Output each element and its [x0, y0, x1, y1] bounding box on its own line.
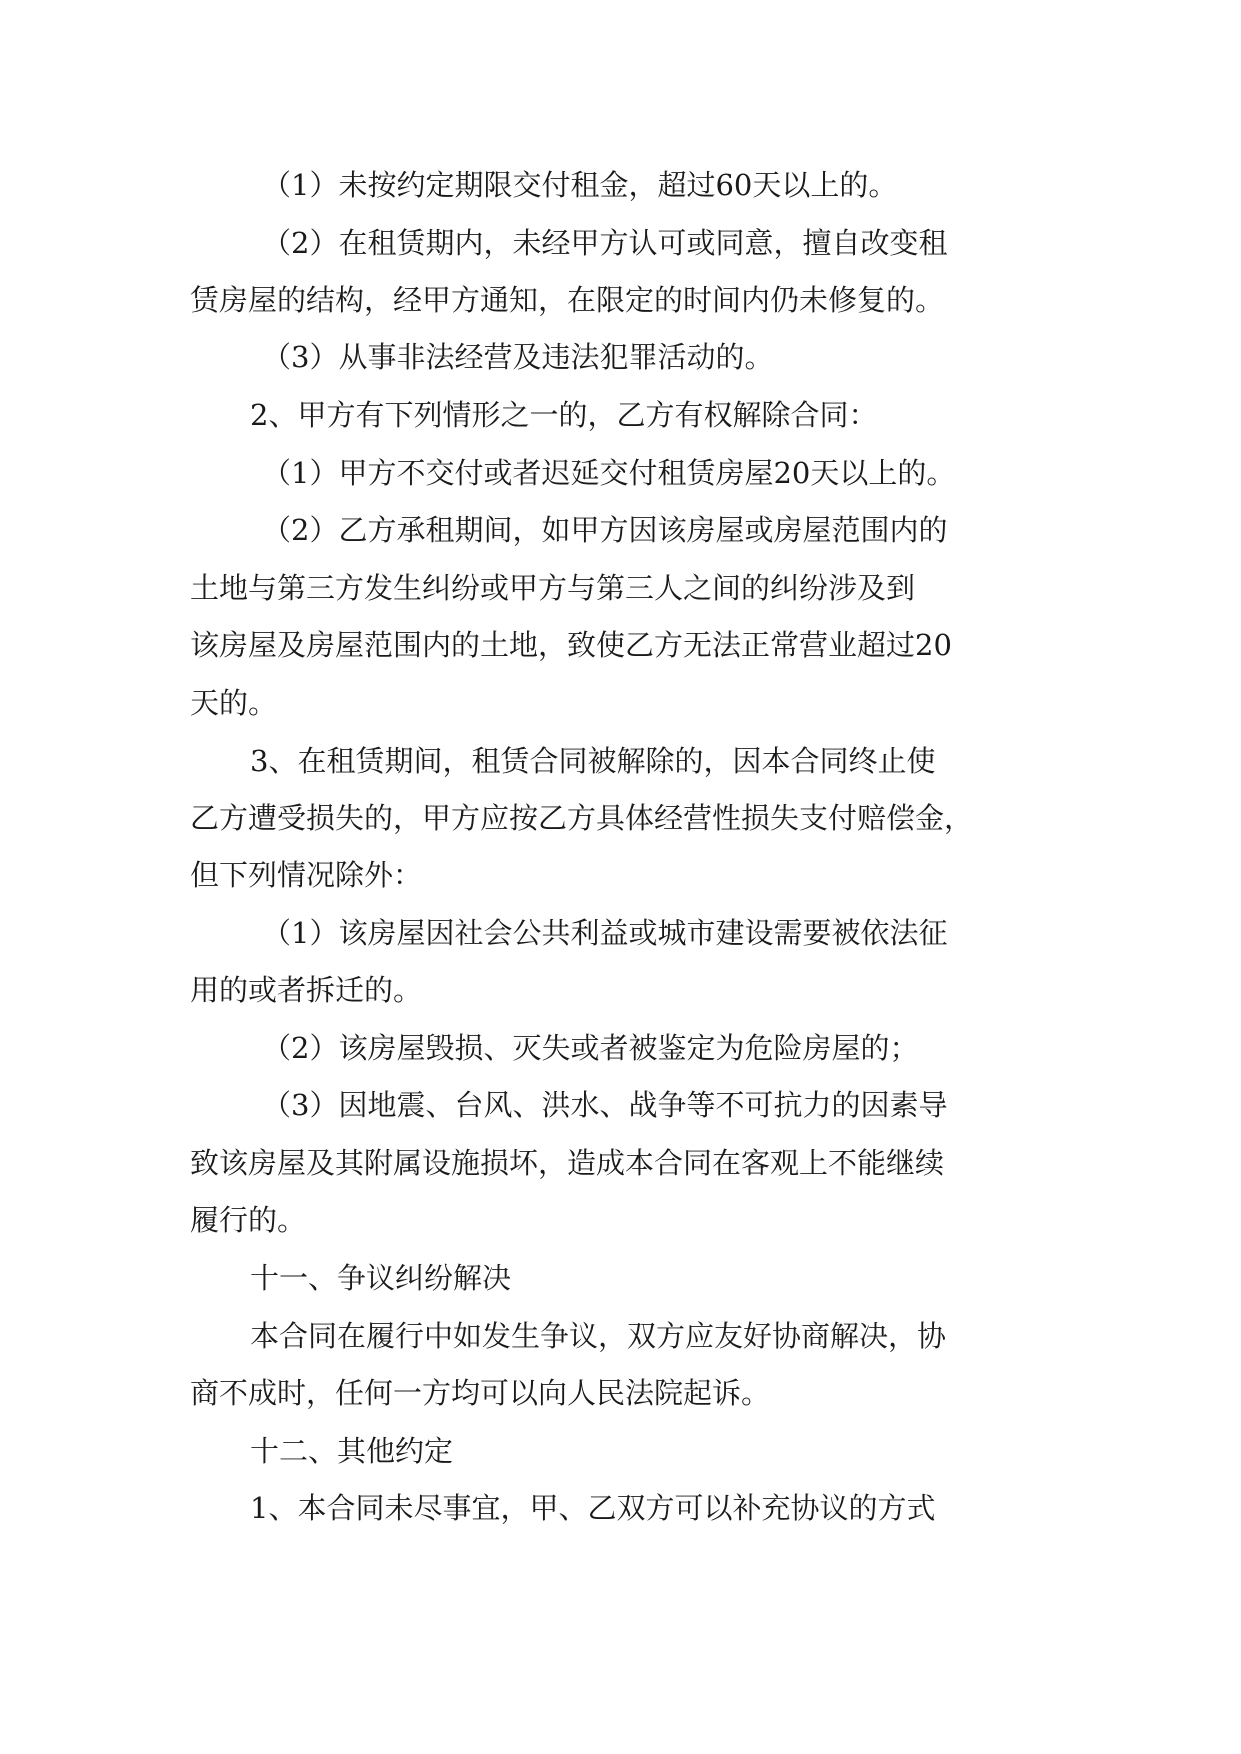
text-line: （1）该房屋因社会公共利益或城市建设需要被依法征 — [262, 916, 948, 950]
text-line: 但下列情况除外： — [190, 858, 423, 892]
text-line: 履行的。 — [190, 1203, 307, 1237]
text-line: （2）该房屋毁损、灭失或者被鉴定为危险房屋的； — [262, 1031, 919, 1065]
text-line: （2）在租赁期内，未经甲方认可或同意，擅自改变租 — [262, 226, 948, 260]
text-line: 土地与第三方发生纠纷或甲方与第三人之间的纠纷涉及到 — [190, 571, 916, 605]
section-heading: 十二、其他约定 — [250, 1434, 454, 1468]
text-line: 致该房屋及其附属设施损坏，造成本合同在客观上不能继续 — [190, 1146, 945, 1180]
text-line: 用的或者拆迁的。 — [190, 973, 423, 1007]
text-line: 天的。 — [190, 686, 278, 720]
text-line: （2）乙方承租期间，如甲方因该房屋或房屋范围内的 — [262, 513, 948, 547]
text-line: 乙方遭受损失的，甲方应按乙方具体经营性损失支付赔偿金， — [190, 801, 974, 835]
text-line: 商不成时，任何一方均可以向人民法院起诉。 — [190, 1376, 771, 1410]
text-line: （1）甲方不交付或者迟延交付租赁房屋20天以上的。 — [262, 456, 956, 490]
text-line: 1、本合同未尽事宜，甲、乙双方可以补充协议的方式 — [250, 1491, 936, 1525]
text-line: 2、甲方有下列情形之一的，乙方有权解除合同： — [250, 398, 878, 432]
text-line: 该房屋及房屋范围内的土地，致使乙方无法正常营业超过20 — [190, 628, 952, 662]
text-line: 本合同在履行中如发生争议，双方应友好协商解决，协 — [250, 1319, 947, 1353]
text-line: 赁房屋的结构，经甲方通知，在限定的时间内仍未修复的。 — [190, 283, 945, 317]
text-line: 3、在租赁期间，租赁合同被解除的，因本合同终止使 — [250, 744, 936, 778]
text-line: （1）未按约定期限交付租金，超过60天以上的。 — [262, 168, 898, 202]
section-heading: 十一、争议纠纷解决 — [250, 1261, 512, 1295]
text-line: （3）因地震、台风、洪水、战争等不可抗力的因素导 — [262, 1088, 948, 1122]
text-line: （3）从事非法经营及违法犯罪活动的。 — [262, 340, 774, 374]
